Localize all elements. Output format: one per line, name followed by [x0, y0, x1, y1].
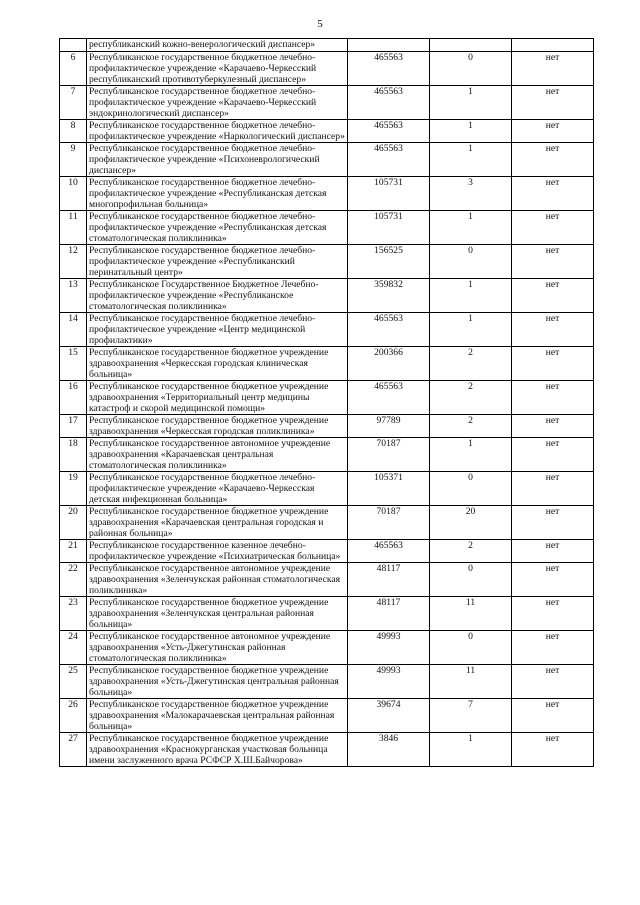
count-cell: 20: [430, 506, 512, 540]
count-cell: 0: [430, 52, 512, 86]
code-cell: 39674: [348, 699, 430, 733]
row-number-cell: 10: [60, 177, 87, 211]
row-number-cell: 17: [60, 415, 87, 438]
institution-name-cell: Республиканское Государственное Бюджетное Лечебно-профилактическое учреждение «Республиканское стоматологическая поликлиника»: [87, 279, 348, 313]
institution-name-cell: Республиканское государственное автономное учреждение здравоохранения «Усть-Джегутинская районная стоматологическая поликлиника»: [87, 631, 348, 665]
institution-name-cell: Республиканское государственное бюджетное учреждение здравоохранения «Краснокурганская участковая больница имени заслуженного врача РСФСР Х.Ш.Байчорова»: [87, 733, 348, 767]
count-cell: 11: [430, 597, 512, 631]
code-cell: 70187: [348, 506, 430, 540]
code-cell: 105371: [348, 472, 430, 506]
table-row: [60, 347, 594, 381]
code-cell: 465563: [348, 381, 430, 415]
row-number-cell: 15: [60, 347, 87, 381]
flag-cell: нет: [512, 177, 594, 211]
flag-cell: нет: [512, 540, 594, 563]
row-number-cell: 26: [60, 699, 87, 733]
row-number-cell: 24: [60, 631, 87, 665]
flag-cell: нет: [512, 631, 594, 665]
code-cell: 3846: [348, 733, 430, 767]
table-row: [60, 597, 594, 631]
count-cell: 3: [430, 177, 512, 211]
table-row: [60, 177, 594, 211]
count-cell: 1: [430, 120, 512, 143]
flag-cell: нет: [512, 415, 594, 438]
institution-name-cell: Республиканское государственное бюджетное лечебно-профилактическое учреждение «Республиканская детская многопрофильная больница»: [87, 177, 348, 211]
institution-name-cell: Республиканское государственное бюджетное лечебно-профилактическое учреждение «Психоневрологический диспансер»: [87, 143, 348, 177]
count-cell: 0: [430, 563, 512, 597]
flag-cell: нет: [512, 506, 594, 540]
code-cell: 97789: [348, 415, 430, 438]
row-number-cell: 11: [60, 211, 87, 245]
table-row: [60, 143, 594, 177]
flag-cell: нет: [512, 211, 594, 245]
table-row: [60, 415, 594, 438]
page-number: 5: [317, 18, 323, 30]
flag-cell: нет: [512, 313, 594, 347]
row-number-cell: 21: [60, 540, 87, 563]
row-number-cell: 22: [60, 563, 87, 597]
code-cell: 49993: [348, 631, 430, 665]
institution-name-cell: Республиканское государственное бюджетное учреждение здравоохранения «Черкесская городская поликлиника»: [87, 415, 348, 438]
institution-name-cell: Республиканское государственное бюджетное учреждение здравоохранения «Карачаевская центральная городская и районная больница»: [87, 506, 348, 540]
count-cell: 2: [430, 347, 512, 381]
table-row: [60, 540, 594, 563]
institution-name-cell: Республиканское государственное бюджетное учреждение здравоохранения «Усть-Джегутинская центральная районная больница»: [87, 665, 348, 699]
code-cell: 200366: [348, 347, 430, 381]
code-cell: 359832: [348, 279, 430, 313]
institution-name-cell: республиканский кожно-венерологический диспансер»: [87, 39, 348, 52]
table-row: [60, 211, 594, 245]
code-cell: 105731: [348, 177, 430, 211]
institution-name-cell: Республиканское государственное бюджетное лечебно-профилактическое учреждение «Карачаево-Черкесский республиканский противотуберкулезный диспансер»: [87, 52, 348, 86]
institution-name-cell: Республиканское государственное бюджетное учреждение здравоохранения «Зеленчукская центральная районная больница»: [87, 597, 348, 631]
code-cell: 465563: [348, 540, 430, 563]
code-cell: 156525: [348, 245, 430, 279]
code-cell: 465563: [348, 313, 430, 347]
count-cell: [430, 39, 512, 52]
count-cell: 0: [430, 245, 512, 279]
institution-name-cell: Республиканское государственное бюджетное лечебно-профилактическое учреждение «Центр медицинской профилактики»: [87, 313, 348, 347]
code-cell: 465563: [348, 120, 430, 143]
code-cell: 465563: [348, 86, 430, 120]
table-row: [60, 381, 594, 415]
flag-cell: нет: [512, 472, 594, 506]
institutions-table: [59, 38, 594, 767]
institution-name-cell: Республиканское государственное бюджетное учреждение здравоохранения «Территориальный центр медицины катастроф и скорой медицинской помощи»: [87, 381, 348, 415]
code-cell: 465563: [348, 143, 430, 177]
institutions-table-body: [60, 39, 594, 767]
row-number-cell: 8: [60, 120, 87, 143]
flag-cell: нет: [512, 120, 594, 143]
count-cell: 1: [430, 733, 512, 767]
row-number-cell: [60, 39, 87, 52]
count-cell: 1: [430, 211, 512, 245]
flag-cell: нет: [512, 52, 594, 86]
flag-cell: нет: [512, 143, 594, 177]
table-row: [60, 245, 594, 279]
institution-name-cell: Республиканское государственное бюджетное учреждение здравоохранения «Черкесская городская клиническая больница»: [87, 347, 348, 381]
institution-name-cell: Республиканское государственное казенное лечебно-профилактическое учреждение «Психиатрическая больница»: [87, 540, 348, 563]
institution-name-cell: Республиканское государственное бюджетное лечебно-профилактическое учреждение «Республиканская детская стоматологическая поликлиника»: [87, 211, 348, 245]
table-row: [60, 563, 594, 597]
flag-cell: нет: [512, 597, 594, 631]
flag-cell: нет: [512, 733, 594, 767]
row-number-cell: 6: [60, 52, 87, 86]
count-cell: 0: [430, 631, 512, 665]
row-number-cell: 13: [60, 279, 87, 313]
code-cell: [348, 39, 430, 52]
code-cell: 48117: [348, 563, 430, 597]
code-cell: 49993: [348, 665, 430, 699]
row-number-cell: 20: [60, 506, 87, 540]
count-cell: 2: [430, 540, 512, 563]
count-cell: 7: [430, 699, 512, 733]
table-row: [60, 665, 594, 699]
institution-name-cell: Республиканское государственное автономное учреждение здравоохранения «Зеленчукская районная стоматологическая поликлиника»: [87, 563, 348, 597]
table-row: [60, 472, 594, 506]
flag-cell: нет: [512, 245, 594, 279]
flag-cell: нет: [512, 279, 594, 313]
institution-name-cell: Республиканское государственное бюджетное лечебно-профилактическое учреждение «Карачаево-Черкесский эндокринологический диспансер»: [87, 86, 348, 120]
count-cell: 1: [430, 143, 512, 177]
count-cell: 0: [430, 472, 512, 506]
row-number-cell: 25: [60, 665, 87, 699]
row-number-cell: 18: [60, 438, 87, 472]
row-number-cell: 23: [60, 597, 87, 631]
flag-cell: нет: [512, 438, 594, 472]
count-cell: 1: [430, 313, 512, 347]
row-number-cell: 7: [60, 86, 87, 120]
count-cell: 2: [430, 381, 512, 415]
table-row: [60, 86, 594, 120]
code-cell: 70187: [348, 438, 430, 472]
flag-cell: нет: [512, 86, 594, 120]
code-cell: 465563: [348, 52, 430, 86]
count-cell: 2: [430, 415, 512, 438]
flag-cell: нет: [512, 699, 594, 733]
institution-name-cell: Республиканское государственное бюджетное лечебно-профилактическое учреждение «Республиканский перинатальный центр»: [87, 245, 348, 279]
row-number-cell: 12: [60, 245, 87, 279]
count-cell: 1: [430, 438, 512, 472]
table-row: [60, 279, 594, 313]
flag-cell: нет: [512, 665, 594, 699]
row-number-cell: 9: [60, 143, 87, 177]
institution-name-cell: Республиканское государственное автономное учреждение здравоохранения «Карачаевская центральная стоматологическая поликлиника»: [87, 438, 348, 472]
table-row-continuation: [60, 39, 594, 52]
flag-cell: нет: [512, 381, 594, 415]
code-cell: 48117: [348, 597, 430, 631]
institution-name-cell: Республиканское государственное бюджетное лечебно-профилактическое учреждение «Карачаево-Черкесская детская инфекционная больница»: [87, 472, 348, 506]
flag-cell: нет: [512, 347, 594, 381]
table-row: [60, 699, 594, 733]
table-row: [60, 506, 594, 540]
table-row: [60, 631, 594, 665]
count-cell: 11: [430, 665, 512, 699]
row-number-cell: 27: [60, 733, 87, 767]
table-row: [60, 733, 594, 767]
count-cell: 1: [430, 86, 512, 120]
count-cell: 1: [430, 279, 512, 313]
row-number-cell: 16: [60, 381, 87, 415]
institution-name-cell: Республиканское государственное бюджетное лечебно-профилактическое учреждение «Наркологический диспансер»: [87, 120, 348, 143]
table-row: [60, 313, 594, 347]
table-row: [60, 438, 594, 472]
row-number-cell: 19: [60, 472, 87, 506]
row-number-cell: 14: [60, 313, 87, 347]
flag-cell: [512, 39, 594, 52]
table-row: [60, 52, 594, 86]
code-cell: 105731: [348, 211, 430, 245]
table-row: [60, 120, 594, 143]
flag-cell: нет: [512, 563, 594, 597]
institution-name-cell: Республиканское государственное бюджетное учреждение здравоохранения «Малокарачаевская центральная районная больница»: [87, 699, 348, 733]
